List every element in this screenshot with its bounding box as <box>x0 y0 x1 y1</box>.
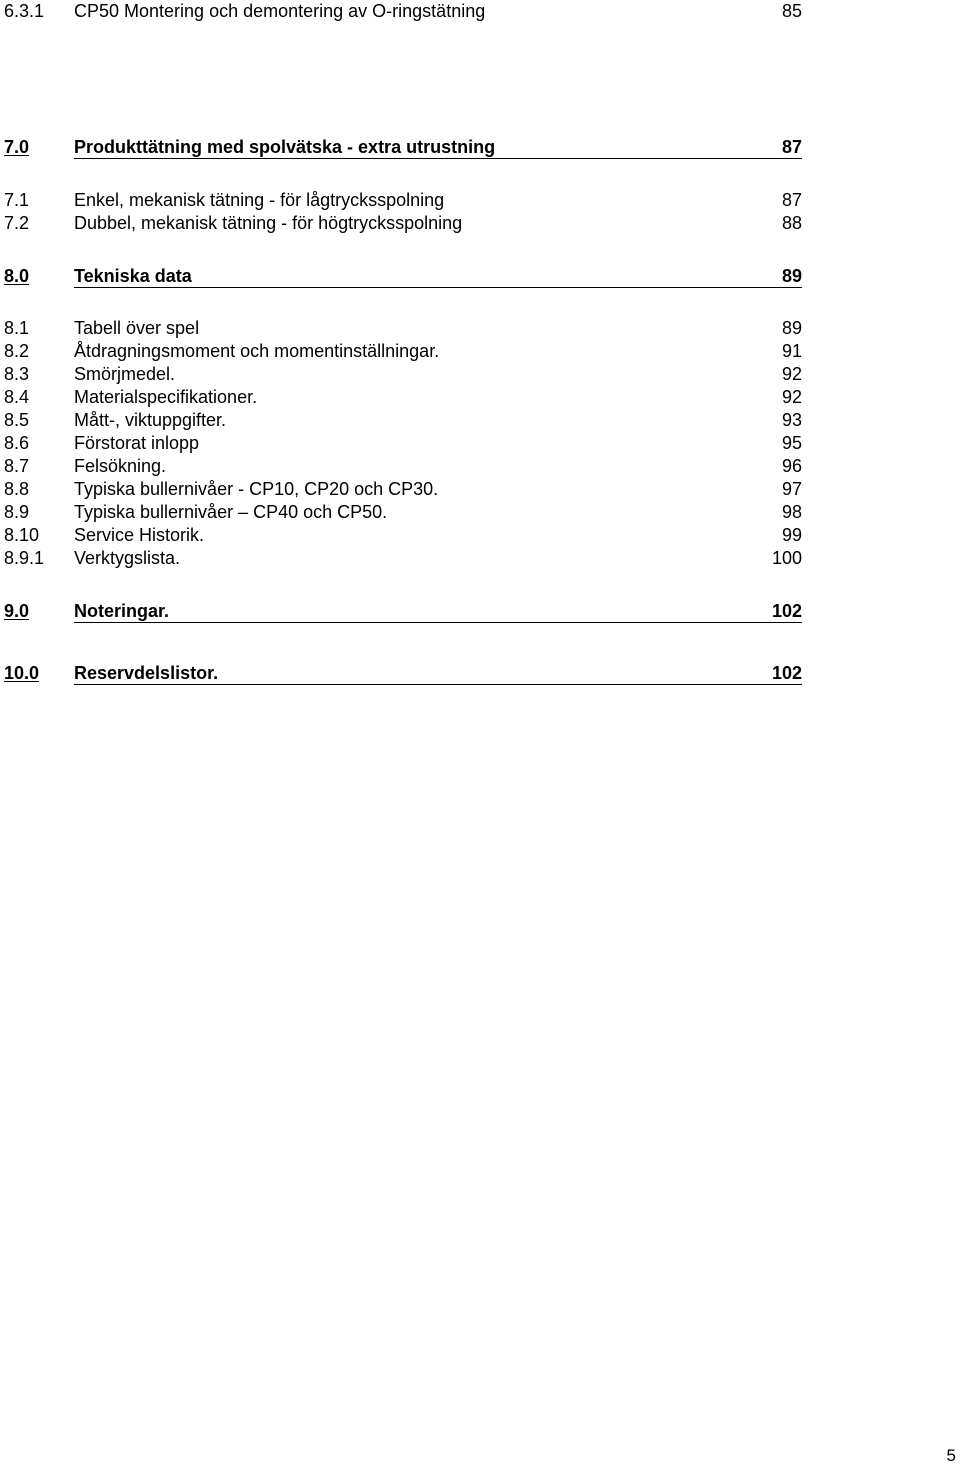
toc-entry-7-2[interactable] <box>4 212 802 235</box>
toc-entry-underline <box>74 684 802 685</box>
toc-entry-8-8[interactable] <box>4 478 802 501</box>
toc-entry-page: 87 <box>781 190 802 210</box>
toc-entry-page: 89 <box>781 318 802 338</box>
toc-entry-8-1[interactable] <box>4 317 802 340</box>
toc-entry-title: Åtdragningsmoment och momentinställningar. <box>74 341 440 361</box>
toc-entry-8-9[interactable] <box>4 501 802 524</box>
toc-entry-title: Dubbel, mekanisk tätning - för högtrycksspolning <box>74 213 463 233</box>
toc-entry-number: 8.8 <box>4 479 30 499</box>
toc-entry-title: Reservdelslistor. <box>74 663 219 683</box>
toc-entry-7-1[interactable] <box>4 189 802 212</box>
toc-entry-title: Tabell över spel <box>74 318 200 338</box>
toc-entry-underline <box>74 622 802 623</box>
toc-entry-title: Materialspecifikationer. <box>74 387 258 407</box>
toc-entry-number: 8.5 <box>4 410 30 430</box>
toc-entry-title: Tekniska data <box>74 266 192 286</box>
toc-entry-number: 8.9 <box>4 502 30 522</box>
toc-entry-page: 99 <box>781 525 802 545</box>
toc-entry-number: 7.1 <box>4 190 30 210</box>
toc-entry-number: 8.9.1 <box>4 548 45 568</box>
toc-entry-title: Typiska bullernivåer - CP10, CP20 och CP30. <box>74 479 439 499</box>
toc-entry-page: 102 <box>771 663 802 683</box>
toc-entry-page: 100 <box>771 548 802 568</box>
toc-entry-8-5[interactable] <box>4 409 802 432</box>
toc-entry-number: 8.3 <box>4 364 30 384</box>
toc-entry-number: 8.4 <box>4 387 30 407</box>
toc-entry-8-6[interactable] <box>4 432 802 455</box>
toc-entry-8-9-1[interactable] <box>4 547 802 570</box>
toc-entry-7-0[interactable] <box>4 136 802 159</box>
toc-entry-title: Enkel, mekanisk tätning - för lågtrycksspolning <box>74 190 445 210</box>
toc-entry-8-7[interactable] <box>4 455 802 478</box>
toc-entry-number: 7.2 <box>4 213 30 233</box>
toc-entry-page: 98 <box>781 502 802 522</box>
toc-entry-9-0[interactable] <box>4 600 802 623</box>
toc-entry-number: 8.2 <box>4 341 30 361</box>
toc-entry-title: Typiska bullernivåer – CP40 och CP50. <box>74 502 388 522</box>
toc-entry-8-4[interactable] <box>4 386 802 409</box>
toc-entry-page: 97 <box>781 479 802 499</box>
toc-entry-page: 89 <box>781 266 802 286</box>
toc-entry-page: 92 <box>781 364 802 384</box>
toc-entry-underline <box>74 287 802 288</box>
toc-entry-page: 92 <box>781 387 802 407</box>
page-number: 5 <box>946 1446 956 1465</box>
toc-entry-page: 88 <box>781 213 802 233</box>
toc-entry-number: 8.1 <box>4 318 30 338</box>
toc-entry-underline <box>74 158 802 159</box>
toc-entry-title: Service Historik. <box>74 525 205 545</box>
toc-entry-number: 8.7 <box>4 456 30 476</box>
toc-entry-number: 6.3.1 <box>4 1 45 21</box>
toc-entry-page: 95 <box>781 433 802 453</box>
toc-entry-page: 91 <box>781 341 802 361</box>
toc-entry-number: 10.0 <box>4 663 40 683</box>
toc-entry-page: 85 <box>781 1 802 21</box>
toc-entry-title: Mått-, viktuppgifter. <box>74 410 227 430</box>
toc-entry-6-3-1[interactable] <box>4 0 802 23</box>
toc-entry-title: Felsökning. <box>74 456 167 476</box>
toc-entry-page: 102 <box>771 601 802 621</box>
toc-entry-number: 9.0 <box>4 601 30 621</box>
toc-entry-title: Verktygslista. <box>74 548 181 568</box>
toc-entry-10-0[interactable] <box>4 662 802 685</box>
toc-entry-number: 8.6 <box>4 433 30 453</box>
toc-entry-8-2[interactable] <box>4 340 802 363</box>
toc-entry-number: 7.0 <box>4 137 30 157</box>
toc-entry-8-10[interactable] <box>4 524 802 547</box>
toc-entry-page: 87 <box>781 137 802 157</box>
toc-entry-title: CP50 Montering och demontering av O-ringstätning <box>74 1 486 21</box>
toc-entry-title: Noteringar. <box>74 601 170 621</box>
toc-entry-page: 96 <box>781 456 802 476</box>
toc-entry-page: 93 <box>781 410 802 430</box>
toc-entry-number: 8.0 <box>4 266 30 286</box>
toc-entry-title: Produkttätning med spolvätska - extra utrustning <box>74 137 496 157</box>
toc-entry-8-3[interactable] <box>4 363 802 386</box>
toc-entry-title: Smörjmedel. <box>74 364 176 384</box>
toc-entry-8-0[interactable] <box>4 265 802 288</box>
toc-entry-number: 8.10 <box>4 525 40 545</box>
toc-entry-title: Förstorat inlopp <box>74 433 200 453</box>
